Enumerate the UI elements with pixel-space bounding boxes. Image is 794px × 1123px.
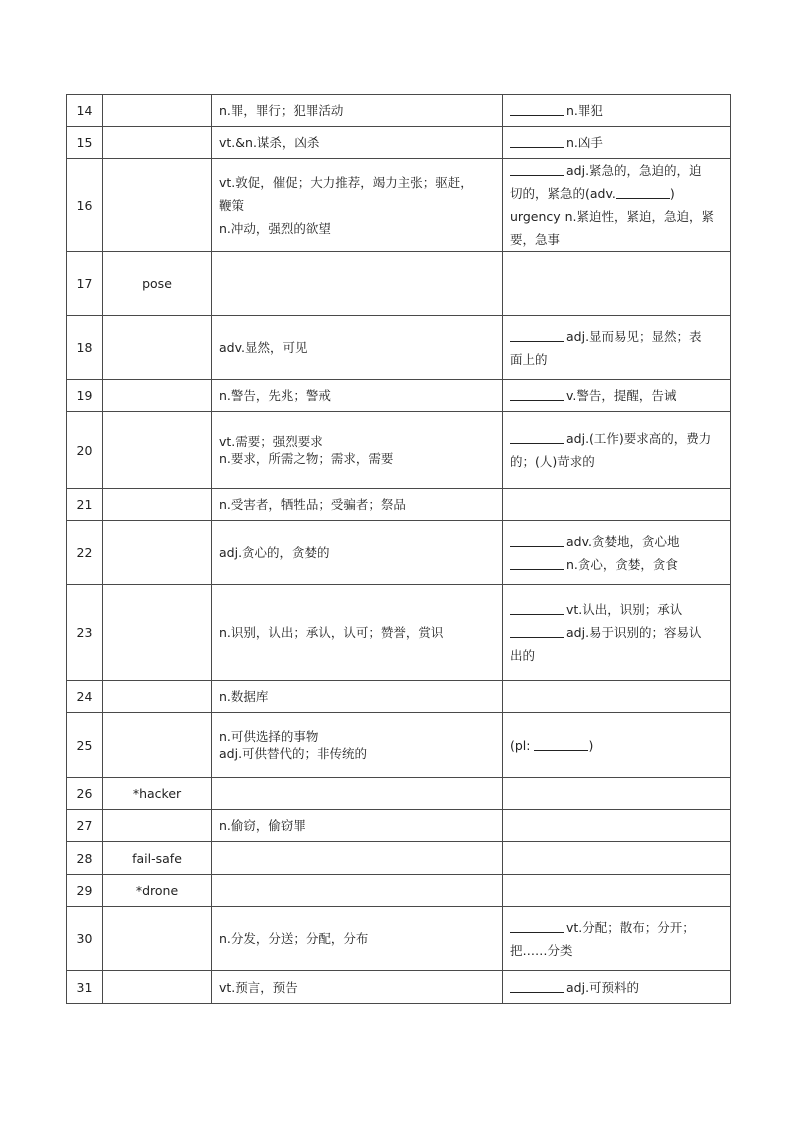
answer-blank[interactable] xyxy=(510,388,564,401)
derivative-cell xyxy=(503,713,731,778)
table-row xyxy=(67,713,731,778)
table-row xyxy=(67,127,731,159)
derivative-line xyxy=(510,427,723,450)
word-cell: pose xyxy=(103,252,212,316)
derivative-prefix: 的；(人)苛求的 xyxy=(510,454,595,469)
answer-blank[interactable] xyxy=(510,431,564,444)
answer-blank[interactable] xyxy=(510,329,564,342)
word-cell xyxy=(103,127,212,159)
meaning-line: n.受害者，牺牲品；受骗者；祭品 xyxy=(219,497,406,512)
meaning-line: n.可供选择的事物 xyxy=(219,729,319,744)
vocabulary-table xyxy=(66,94,731,1004)
derivative-cell xyxy=(503,159,731,252)
row-number: 29 xyxy=(67,875,103,907)
meaning-cell xyxy=(212,713,503,778)
row-number: 21 xyxy=(67,489,103,521)
meaning-cell xyxy=(212,95,503,127)
table-row xyxy=(67,95,731,127)
derivative-line xyxy=(510,348,723,371)
table-row xyxy=(67,875,731,907)
meaning-line: vt.敦促，催促；大力推荐，竭力主张；驱赶， xyxy=(219,174,473,190)
answer-blank[interactable] xyxy=(510,980,564,993)
answer-blank[interactable] xyxy=(534,738,588,751)
answer-blank[interactable] xyxy=(510,557,564,570)
row-number: 23 xyxy=(67,585,103,681)
row-number: 24 xyxy=(67,681,103,713)
derivative-line xyxy=(510,159,723,182)
derivative-cell xyxy=(503,489,731,521)
meaning-line: n.识别，认出；承认，认可；赞誉，赏识 xyxy=(219,625,444,640)
word-cell xyxy=(103,681,212,713)
derivative-cell xyxy=(503,380,731,412)
meaning-line: n.冲动，强烈的欲望 xyxy=(219,220,331,236)
word-cell: *hacker xyxy=(103,778,212,810)
derivative-line xyxy=(510,553,723,576)
derivative-line xyxy=(510,99,723,122)
answer-blank[interactable] xyxy=(510,625,564,638)
derivative-prefix: (pl: xyxy=(510,737,535,753)
meaning-cell xyxy=(212,412,503,489)
row-number: 15 xyxy=(67,127,103,159)
table-row xyxy=(67,681,731,713)
table-row xyxy=(67,252,731,316)
derivative-text: ) xyxy=(588,737,594,753)
word-cell xyxy=(103,159,212,252)
meaning-cell xyxy=(212,778,503,810)
derivative-line xyxy=(510,530,723,553)
word-cell xyxy=(103,971,212,1004)
derivative-line xyxy=(510,939,723,962)
answer-blank[interactable] xyxy=(510,534,564,547)
answer-blank[interactable] xyxy=(510,135,564,148)
word-cell xyxy=(103,907,212,971)
derivative-cell xyxy=(503,810,731,842)
derivative-cell xyxy=(503,95,731,127)
derivative-prefix: urgency n.紧迫性，紧迫，急迫，紧 xyxy=(510,209,715,224)
derivative-text: adv.贪婪地，贪心地 xyxy=(566,533,680,549)
meaning-line: n.要求，所需之物；需求，需要 xyxy=(219,451,394,466)
meaning-line: adj.可供替代的；非传统的 xyxy=(219,746,368,761)
derivative-text: adj.显而易见；显然；表 xyxy=(566,328,702,344)
derivative-cell xyxy=(503,521,731,585)
meaning-cell xyxy=(212,875,503,907)
derivative-line xyxy=(510,325,723,348)
meaning-line: vt.预言，预告 xyxy=(219,979,298,995)
meaning-line: vt.&n.谋杀，凶杀 xyxy=(219,135,320,150)
table-row xyxy=(67,971,731,1004)
derivative-line xyxy=(510,734,723,757)
vocabulary-table-body xyxy=(67,95,731,1004)
derivative-cell xyxy=(503,681,731,713)
derivative-text: adj.(工作)要求高的，费力 xyxy=(566,431,712,446)
derivative-prefix: 出的 xyxy=(510,648,536,663)
derivative-cell xyxy=(503,127,731,159)
row-number: 26 xyxy=(67,778,103,810)
word-cell xyxy=(103,489,212,521)
meaning-line: n.数据库 xyxy=(219,689,269,704)
derivative-prefix: 切的，紧急的(adv. xyxy=(510,186,616,201)
derivative-cell xyxy=(503,252,731,316)
word-cell: fail-safe xyxy=(103,842,212,875)
table-row xyxy=(67,159,731,252)
derivative-text: ) xyxy=(669,186,675,201)
derivative-text: adj.易于识别的；容易认 xyxy=(566,625,702,640)
answer-blank[interactable] xyxy=(510,163,564,176)
derivative-cell xyxy=(503,778,731,810)
word-cell xyxy=(103,521,212,585)
derivative-line xyxy=(510,621,723,644)
derivative-text: v.警告，提醒，告诫 xyxy=(566,388,677,403)
table-row xyxy=(67,316,731,380)
meaning-line: n.偷窃，偷窃罪 xyxy=(219,818,306,833)
derivative-cell xyxy=(503,842,731,875)
row-number: 22 xyxy=(67,521,103,585)
answer-blank[interactable] xyxy=(510,920,564,933)
meaning-cell xyxy=(212,127,503,159)
word-cell xyxy=(103,585,212,681)
word-cell xyxy=(103,412,212,489)
meaning-cell xyxy=(212,489,503,521)
meaning-cell xyxy=(212,316,503,380)
meaning-line: adj.贪心的，贪婪的 xyxy=(219,545,330,560)
row-number: 28 xyxy=(67,842,103,875)
row-number: 31 xyxy=(67,971,103,1004)
derivative-text: adj.紧急的，急迫的，迫 xyxy=(566,163,702,178)
meaning-cell xyxy=(212,681,503,713)
derivative-cell xyxy=(503,316,731,380)
meaning-cell xyxy=(212,159,503,252)
table-row xyxy=(67,585,731,681)
derivative-text: vt.分配；散布；分开； xyxy=(566,919,695,935)
derivative-text: vt.认出，识别；承认 xyxy=(566,602,683,617)
derivative-prefix: 面上的 xyxy=(510,351,548,367)
meaning-cell xyxy=(212,380,503,412)
derivative-line xyxy=(510,644,723,667)
answer-blank[interactable] xyxy=(510,602,564,615)
meaning-line: vt.需要；强烈要求 xyxy=(219,434,323,449)
meaning-cell xyxy=(212,585,503,681)
derivative-line xyxy=(510,384,723,407)
table-row xyxy=(67,907,731,971)
meaning-cell xyxy=(212,907,503,971)
word-cell xyxy=(103,316,212,380)
derivative-cell xyxy=(503,412,731,489)
row-number: 30 xyxy=(67,907,103,971)
derivative-cell xyxy=(503,907,731,971)
meaning-line: 鞭策 xyxy=(219,197,245,213)
answer-blank[interactable] xyxy=(616,186,670,199)
derivative-text: n.贪心，贪婪，贪食 xyxy=(566,556,678,572)
derivative-prefix: 把……分类 xyxy=(510,942,573,958)
row-number: 18 xyxy=(67,316,103,380)
word-cell xyxy=(103,380,212,412)
derivative-cell xyxy=(503,875,731,907)
derivative-text: adj.可预料的 xyxy=(566,979,640,995)
table-row xyxy=(67,810,731,842)
word-cell xyxy=(103,713,212,778)
meaning-cell xyxy=(212,971,503,1004)
meaning-line: adv.显然，可见 xyxy=(219,340,308,355)
word-cell xyxy=(103,810,212,842)
meaning-cell xyxy=(212,842,503,875)
row-number: 17 xyxy=(67,252,103,316)
derivative-line xyxy=(510,131,723,154)
meaning-line: n.罪，罪行；犯罪活动 xyxy=(219,103,344,118)
derivative-line xyxy=(510,228,723,251)
derivative-line xyxy=(510,976,723,999)
derivative-cell xyxy=(503,585,731,681)
meaning-line: n.分发，分送；分配，分布 xyxy=(219,931,369,946)
table-row xyxy=(67,842,731,875)
derivative-cell xyxy=(503,971,731,1004)
derivative-line xyxy=(510,205,723,228)
table-row xyxy=(67,380,731,412)
derivative-text: n.罪犯 xyxy=(566,103,603,118)
row-number: 25 xyxy=(67,713,103,778)
word-cell xyxy=(103,95,212,127)
meaning-cell xyxy=(212,521,503,585)
row-number: 16 xyxy=(67,159,103,252)
row-number: 14 xyxy=(67,95,103,127)
table-row xyxy=(67,521,731,585)
derivative-line xyxy=(510,916,723,939)
row-number: 27 xyxy=(67,810,103,842)
table-row xyxy=(67,412,731,489)
derivative-line xyxy=(510,182,723,205)
table-row xyxy=(67,778,731,810)
derivative-prefix: 要，急事 xyxy=(510,232,561,247)
table-row xyxy=(67,489,731,521)
meaning-line: n.警告，先兆；警戒 xyxy=(219,388,331,403)
derivative-text: n.凶手 xyxy=(566,135,603,150)
word-cell: *drone xyxy=(103,875,212,907)
derivative-line xyxy=(510,598,723,621)
row-number: 20 xyxy=(67,412,103,489)
meaning-cell xyxy=(212,252,503,316)
row-number: 19 xyxy=(67,380,103,412)
meaning-cell xyxy=(212,810,503,842)
answer-blank[interactable] xyxy=(510,103,564,116)
derivative-line xyxy=(510,450,723,473)
